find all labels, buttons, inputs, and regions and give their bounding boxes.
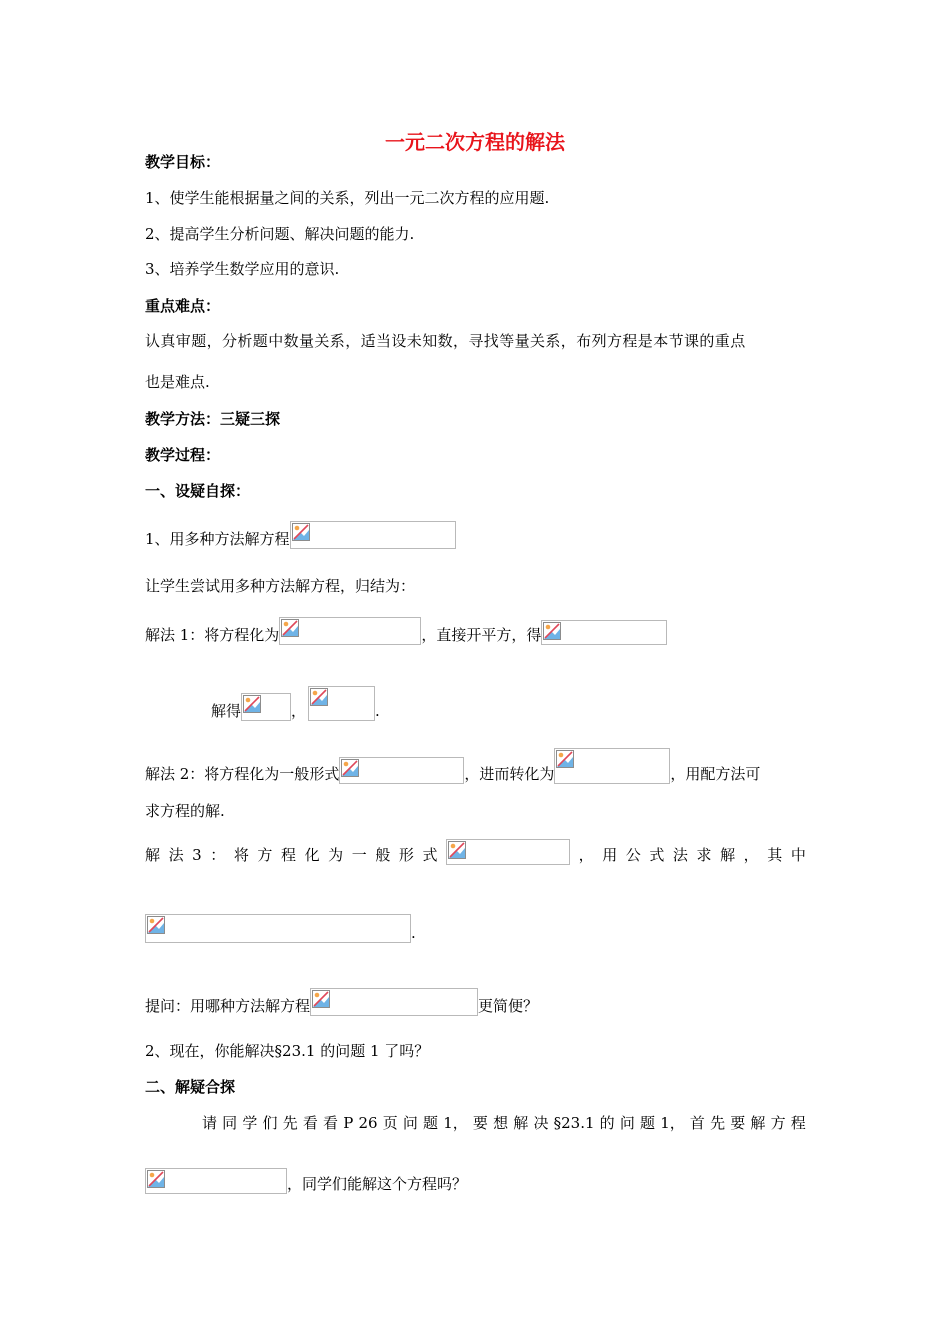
method-3-char: 式 [422,846,438,864]
method-3-char: 法 [168,846,184,864]
formula-image [310,988,478,1016]
para-char: 决 [533,1114,549,1132]
method-3-char: 用 [602,846,618,864]
method-1-text-d: ， [291,702,307,720]
section2-paragraph-line-2 [145,1168,806,1194]
method-3-char: 程 [281,846,297,864]
method-3-char: 公 [625,846,641,864]
image-placeholder-icon [147,916,165,934]
para-char: 解 [750,1114,766,1132]
image-placeholder-icon [147,1170,165,1188]
method-3-char: 化 [304,846,320,864]
para-char: 先 [282,1114,298,1132]
method-2-text-c: ，用配方法可 [670,765,761,783]
para-char: 26 [358,1114,378,1132]
para-char: 1， [660,1114,685,1132]
section2-paragraph-line-1 [202,1113,806,1133]
method-3-char: 为 [328,846,344,864]
method-3-char: 方 [257,846,273,864]
formula-image [145,914,411,943]
formula-image [145,1168,287,1194]
formula-image [541,620,667,645]
para-char: 的 [599,1114,615,1132]
method-3-char: 解 [720,846,736,864]
section2-paragraph-end: ，同学们能解这个方程吗？ [287,1175,468,1193]
para-char: 同 [222,1114,238,1132]
method-3-char: ， [743,846,759,864]
method-1-text-a: 解法 1：将方程化为 [145,626,280,644]
formula-image [308,686,375,721]
image-placeholder-icon [292,523,310,541]
para-char: 首 [689,1114,705,1132]
method-3-char: 形 [398,846,414,864]
image-placeholder-icon [312,990,330,1008]
method-1-text-c: 解得 [211,702,242,720]
intro-line: 让学生尝试用多种方法解方程，归结为： [145,577,416,595]
para-char: 学 [242,1114,258,1132]
para-char: 们 [262,1114,278,1132]
method-3-char: 求 [696,846,712,864]
para-char: 题 [423,1114,439,1132]
key-points-heading: 重点难点： [145,297,221,315]
method-heading: 教学方法：三疑三探 [145,410,281,428]
goal-item-2: 2、提高学生分析问题、解决问题的能力. [145,225,415,243]
method-3-formula-line [145,914,806,943]
para-char: 要 [472,1114,488,1132]
goal-item-3: 3、培养学生数学应用的意识. [145,260,340,278]
method-3-char: 中 [790,846,806,864]
method-3-char: 法 [672,846,688,864]
image-placeholder-icon [243,695,261,713]
goals-heading: 教学目标： [145,153,221,171]
image-placeholder-icon [310,688,328,706]
formula-image [339,757,464,784]
para-char: 请 [202,1114,218,1132]
method-3-char: ： [210,846,226,864]
method-3-char: 3 [192,846,202,864]
method-2-line [145,748,806,784]
para-char: 方 [770,1114,786,1132]
method-3-char: ， [578,846,594,864]
method-3-char: 将 [233,846,249,864]
image-placeholder-icon [448,841,466,859]
method-3-end: . [411,924,416,942]
method-3-line [145,837,806,865]
para-char: 问 [619,1114,635,1132]
formula-image [241,693,291,721]
image-placeholder-icon [556,750,574,768]
method-1-text-e: . [375,702,380,720]
para-char: 问 [402,1114,418,1132]
para-char: 要 [730,1114,746,1132]
formula-image [290,521,456,549]
method-1-text-b: ，直接开平方，得 [421,626,542,644]
method-3-char: 式 [649,846,665,864]
section2-heading: 二、解疑合探 [145,1078,236,1096]
para-char: 想 [493,1114,509,1132]
formula-image [279,617,421,645]
question-2: 2、现在，你能解决§23.1 的问题 1 了吗？ [145,1042,430,1060]
method-2-line-2: 求方程的解. [145,802,225,820]
image-placeholder-icon [281,619,299,637]
image-placeholder-icon [341,759,359,777]
ask-line [145,988,806,1016]
para-char: 题 [640,1114,656,1132]
method-3-char: 般 [375,846,391,864]
method-3-char: 其 [767,846,783,864]
method-2-text-b: ，进而转化为 [464,765,555,783]
key-points-line-2: 也是难点. [145,373,210,391]
para-char: §23.1 [553,1114,595,1132]
para-char: P [343,1114,354,1132]
formula-image [554,748,670,784]
method-1-line [145,617,806,645]
para-char: 解 [513,1114,529,1132]
para-char: 先 [710,1114,726,1132]
method-1-solution-line [211,686,806,721]
para-char: 程 [790,1114,806,1132]
para-char: 看 [323,1114,339,1132]
method-3-char: 一 [351,846,367,864]
question-1-text: 1、用多种方法解方程 [145,530,290,548]
method-2-text-a: 解法 2：将方程化为一般形式 [145,765,340,783]
method-3-char: 解 [145,846,161,864]
process-heading: 教学过程： [145,446,221,464]
key-points-line-1: 认真审题，分析题中数量关系，适当设未知数，寻找等量关系，布列方程是本节课的重点 [145,332,746,350]
para-char: 看 [302,1114,318,1132]
page-title: 一元二次方程的解法 [385,130,565,154]
ask-text-b: 更简便？ [478,997,539,1015]
para-char: 1， [443,1114,468,1132]
section1-heading: 一、设疑自探： [145,482,251,500]
ask-text-a: 提问：用哪种方法解方程 [145,997,311,1015]
formula-image [446,839,570,865]
goal-item-1: 1、使学生能根据量之间的关系，列出一元二次方程的应用题. [145,189,550,207]
image-placeholder-icon [543,622,561,640]
question-1 [145,521,806,549]
para-char: 页 [382,1114,398,1132]
